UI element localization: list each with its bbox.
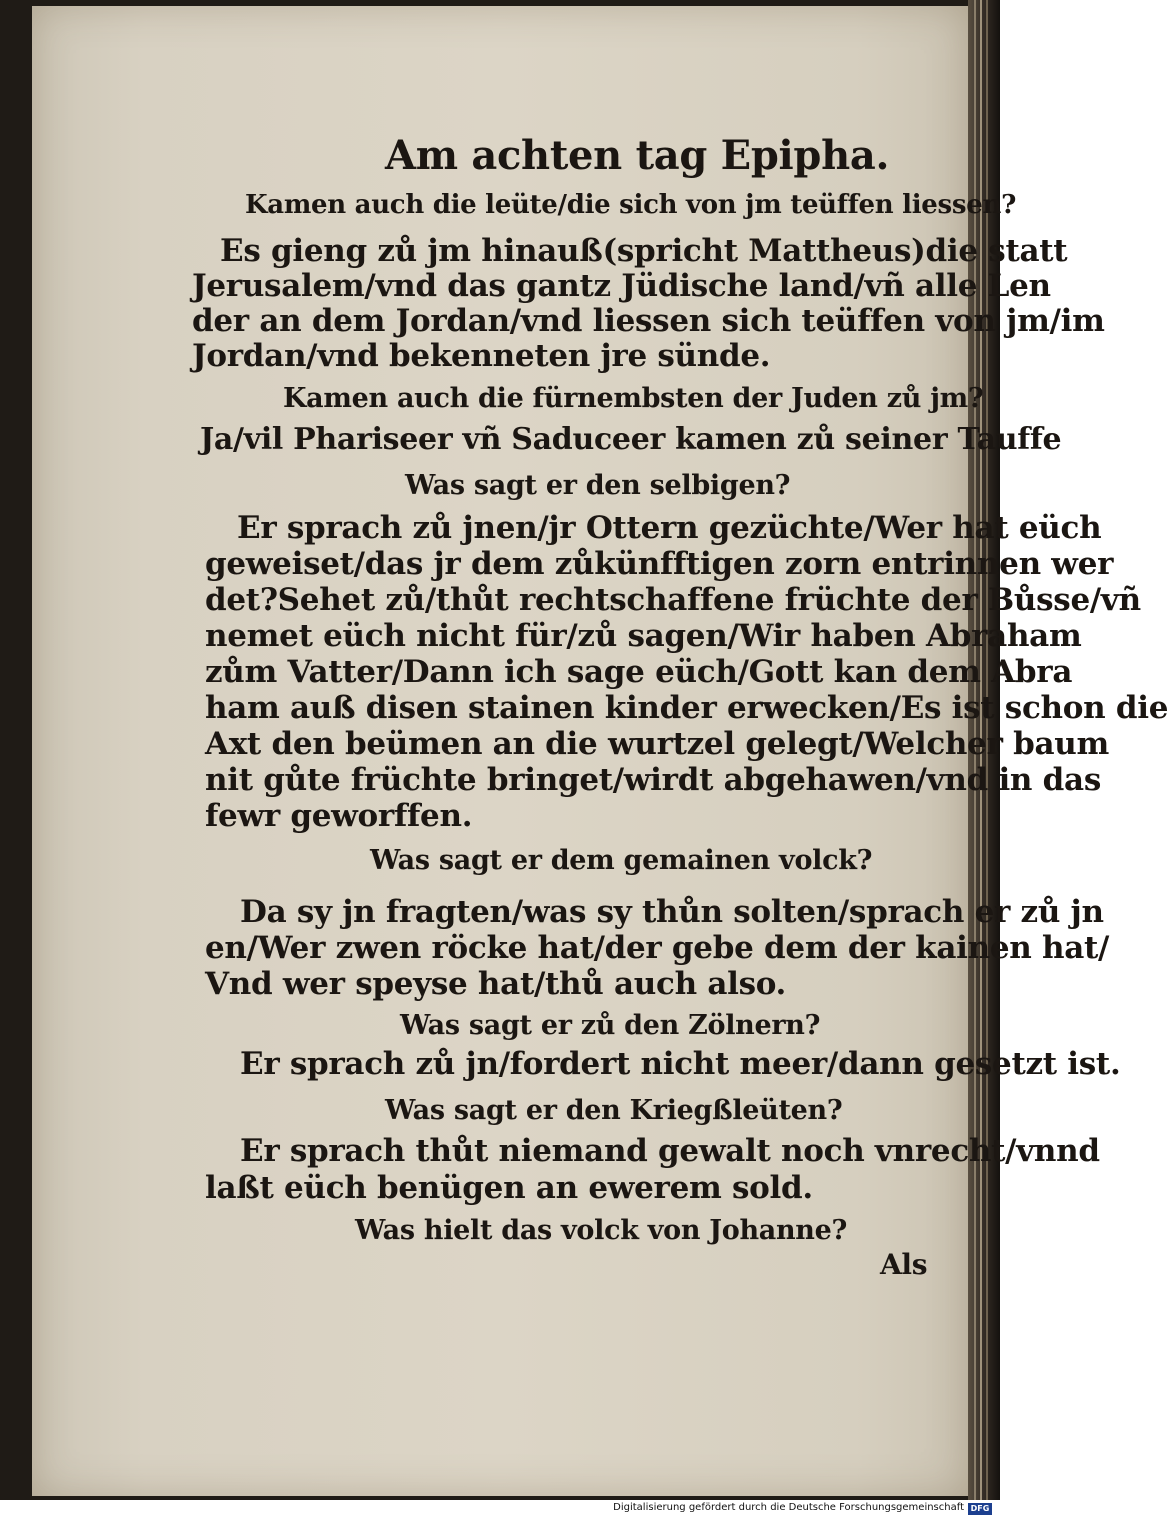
text-line: Was hielt das volck von Johanne? (355, 1215, 848, 1246)
text-line: Ja/vil Phariseer vñ Saduceer kamen zů seiner Tauffe (200, 422, 1062, 457)
text-line: geweiset/das jr dem zůkünfftigen zorn entrinnen wer (205, 546, 1114, 582)
text-line: nit gůte früchte bringet/wirdt abgehawen/vnd in das (205, 762, 1101, 798)
text-line: Axt den beümen an die wurtzel gelegt/Welcher baum (205, 726, 1109, 762)
text-line: det?Sehet zů/thůt rechtschaffene früchte der Bůsse/vñ (205, 582, 1141, 618)
text-line: der an dem Jordan/vnd liessen sich teüffen von jm/im (192, 303, 1105, 339)
page-heading: Am achten tag Epipha. (385, 132, 890, 179)
catchword: Als (880, 1248, 928, 1281)
text-line: ham auß disen stainen kinder erwecken/Es ist schon die (205, 690, 1168, 726)
text-line: Jordan/vnd bekenneten jre sünde. (192, 338, 771, 374)
funding-credit: Digitalisierung gefördert durch die Deutsche Forschungsgemeinschaft (613, 1502, 964, 1513)
text-line: zům Vatter/Dann ich sage eüch/Gott kan dem Abra (205, 654, 1073, 690)
text-line: fewr geworffen. (205, 798, 473, 834)
text-line: Er sprach zů jnen/jr Ottern gezüchte/Wer hat eüch (237, 510, 1102, 546)
text-line: Er sprach thůt niemand gewalt noch vnrecht/vnnd (240, 1133, 1100, 1169)
text-line: Was sagt er dem gemainen volck? (370, 845, 873, 876)
text-line: Da sy jn fragten/was sy thůn solten/sprach er zů jn (240, 894, 1104, 930)
text-line: Was sagt er den Kriegßleüten? (385, 1095, 843, 1126)
text-line: Kamen auch die fürnembsten der Juden zů jm? (283, 383, 984, 414)
text-line: Was sagt er den selbigen? (405, 470, 791, 501)
dfg-logo: DFG (968, 1503, 992, 1515)
text-line: Was sagt er zů den Zölnern? (400, 1010, 821, 1041)
text-line: nemet eüch nicht für/zů sagen/Wir haben Abraham (205, 618, 1082, 654)
text-line: Er sprach zů jn/fordert nicht meer/dann gesetzt ist. (240, 1046, 1121, 1082)
text-line: en/Wer zwen röcke hat/der gebe dem der kainen hat/ (205, 930, 1110, 966)
text-line: laßt eüch benügen an ewerem sold. (205, 1170, 813, 1206)
text-line: Vnd wer speyse hat/thů auch also. (205, 966, 787, 1002)
text-line: Jerusalem/vnd das gantz Jüdische land/vñ alle Len (192, 268, 1051, 304)
text-line: Kamen auch die leüte/die sich von jm teüffen liessen? (245, 190, 1017, 220)
text-line: Es gieng zů jm hinauß(spricht Mattheus)die statt (220, 233, 1068, 269)
